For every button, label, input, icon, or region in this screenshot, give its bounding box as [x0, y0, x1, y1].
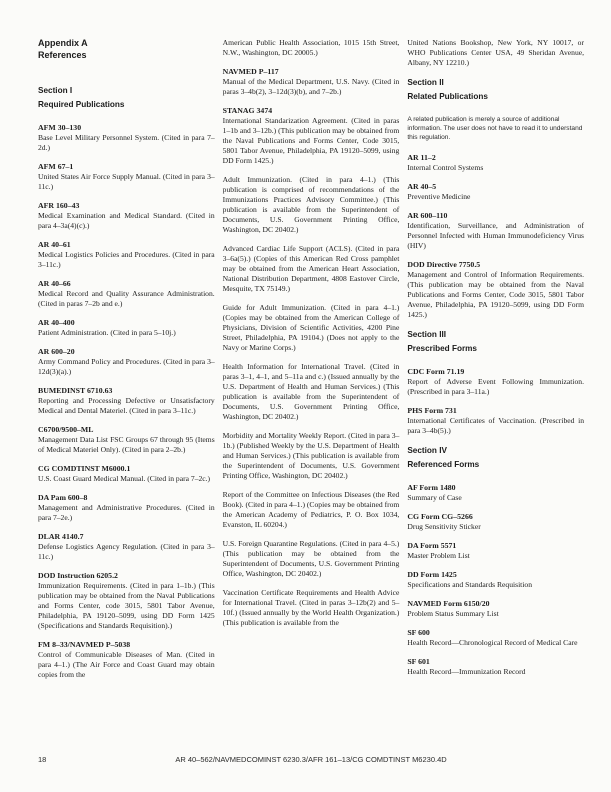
section-block [407, 329, 584, 354]
entry-heading: DD Form 1425 [407, 570, 457, 579]
entry-heading: AFM 67–1 [38, 162, 74, 171]
entry-heading: AR 40–66 [38, 279, 71, 288]
reference-entry [407, 599, 584, 619]
entry-body: U.S. Coast Guard Medical Manual. (Cited in para 7–2c.) [38, 474, 211, 483]
heading-line: Referenced Forms [407, 460, 480, 469]
note-block [407, 115, 584, 142]
column-left [38, 38, 215, 689]
entry-heading: DLAR 4140.7 [38, 532, 84, 541]
entry-body: Vaccination Certificate Requirements and Health Advice for International Travel. (Cited in paras 3–12b(2) and 5–10f.) (Issued annually by the World Health Organization.) (This publication is available from the [222, 588, 400, 627]
entry-body: Health Record—Immunization Record [407, 667, 526, 676]
entry-body: Report of the Committee on Infectious Diseases (the Red Book). (Cited in para 4–1.) (Copies may be obtained from the American Academy of Pediatrics, P. O. Box 1034, Evanston, IL 60204.) [222, 490, 400, 529]
entry-body: Medical Logistics Policies and Procedures. (Cited in para 3–11c.) [38, 250, 215, 269]
section-block [407, 77, 584, 102]
entry-heading: AF Form 1480 [407, 483, 456, 492]
entry-body: U.S. Foreign Quarantine Regulations. (Cited in para 4–5.) (This publication may be obtained from the Superintendent of Documents, U.S. Government Printing Office, Washington, DC 20402.) [222, 539, 400, 578]
entry-heading: SF 600 [407, 628, 430, 637]
entry-body: Adult Immunization. (Cited in para 4–1.) (This publication is comprised of recommendations of the Immunizations Practices Advisory Committee.) (This publication is available from the Superintendent of Documents, U.S. Government Printing Office, Washington, DC 20402.) [222, 175, 400, 234]
entry-body: Medical Record and Quality Assurance Administration. (Cited in paras 7–2b and e.) [38, 289, 215, 308]
reference-entry [407, 570, 584, 590]
heading-line: Section III [407, 330, 447, 339]
reference-entry [407, 367, 584, 397]
body-block [223, 362, 400, 422]
entry-body: Management and Control of Information Requirements. (This publication may be obtained from the Naval Publications and Forms Center, Code 3015, 5801 Tabor Avenue, Philadelphia, PA 19120–5099, using DD Form 1425.) [407, 270, 585, 319]
entry-body: A related publication is merely a source of additional information. The user does not have to read it to understand this regulation. [407, 116, 583, 141]
entry-heading: FM 8–33/NAVMED P–5038 [38, 640, 131, 649]
entry-heading: AR 40–61 [38, 240, 71, 249]
entry-body: Drug Sensitivity Sticker [407, 522, 481, 531]
entry-body: Medical Examination and Medical Standard. (Cited in para 4–3a(4)(c).) [38, 211, 215, 230]
reference-entry [407, 211, 584, 251]
entry-body: Health Record—Chronological Record of Medical Care [407, 638, 578, 647]
entry-heading: BUMEDINST 6710.63 [38, 386, 113, 395]
reference-entry [38, 240, 215, 270]
entry-body: Reporting and Processing Defective or Unsatisfactory Medical and Dental Materiel. (Cited in para 3–11c.) [38, 396, 215, 415]
entry-heading: AR 11–2 [407, 153, 436, 162]
reference-entry [38, 201, 215, 231]
entry-body: Specifications and Standards Requisition [407, 580, 532, 589]
entry-body: Base Level Military Personnel System. (Cited in para 7–2d.) [38, 133, 215, 152]
entry-body: Control of Communicable Diseases of Man. (Cited in para 4–1.) (The Air Force and Coast Guard may obtain copies from the [38, 650, 215, 679]
entry-body: United States Air Force Supply Manual. (Cited in para 3–11c.) [38, 172, 215, 191]
reference-entry [38, 279, 215, 309]
entry-heading: STANAG 3474 [222, 106, 273, 115]
column-middle [223, 38, 400, 689]
body-block [223, 303, 400, 353]
body-block [223, 431, 400, 481]
entry-heading: CG Form CG–5266 [407, 512, 473, 521]
heading-line: References [38, 49, 87, 60]
section-block [407, 445, 584, 470]
reference-entry [38, 123, 215, 153]
entry-heading: CDC Form 71.19 [407, 367, 465, 376]
heading-line: Section IV [407, 446, 447, 455]
entry-body: Identification, Surveillance, and Administration of Personnel Infected with Human Immunodeficiency Virus (HIV) [407, 221, 585, 250]
reference-entry [407, 541, 584, 561]
entry-body: Army Command Policy and Procedures. (Cited in para 3–12d(3)(a).) [38, 357, 215, 376]
title-block [38, 38, 215, 61]
entry-heading: CG COMDTINST M6000.1 [38, 464, 131, 473]
entry-heading: AR 40–5 [407, 182, 437, 191]
reference-entry [407, 628, 584, 648]
reference-entry [38, 318, 215, 338]
entry-body: Defense Logistics Agency Regulation. (Cited in para 3–11c.) [38, 542, 215, 561]
body-block [223, 490, 400, 530]
reference-entry [223, 67, 400, 97]
entry-heading: PHS Form 731 [407, 406, 457, 415]
page-number: 18 [38, 755, 47, 764]
reference-entry [407, 182, 584, 202]
heading-line: Required Publications [38, 100, 125, 109]
body-block [223, 244, 400, 294]
entry-body: Morbidity and Mortality Weekly Report. (Cited in para 3–1b.) (Published Weekly by the U.S. Department of Health and Human Services.) (This publication is available from the Superintendent of Documents, U.S. Government Printing Office, Washington, DC 20402.) [222, 431, 400, 480]
references-columns [38, 38, 584, 689]
heading-line: Section I [38, 86, 73, 95]
entry-body: Problem Status Summary List [407, 609, 499, 618]
entry-heading: DOD Instruction 6205.2 [38, 571, 118, 580]
entry-body: Master Problem List [407, 551, 470, 560]
entry-heading: NAVMED P–117 [222, 67, 279, 76]
section-block [38, 85, 215, 110]
entry-body: Management and Administrative Procedures. (Cited in para 7–2e.) [38, 503, 215, 522]
reference-entry [407, 406, 584, 436]
reference-entry [223, 106, 400, 166]
reference-entry [38, 386, 215, 416]
entry-body: Internal Control Systems [407, 163, 484, 172]
reference-entry [407, 657, 584, 677]
entry-body: Immunization Requirements. (Cited in para 1–1b.) (This publication may be obtained from the Naval Publications and Forms Center, code 3015, 5801 Tabor Avenue, Philadelphia, PA 19120–5099, using DD Form 1425 (Specifications and Standards Requisition).) [38, 581, 215, 630]
entry-body: Manual of the Medical Department, U.S. Navy. (Cited in paras 3–4b(2), 3–12d(3)(b), and 7–2b.) [222, 77, 400, 96]
heading-line: Prescribed Forms [407, 344, 477, 353]
entry-heading: AFM 30–130 [38, 123, 82, 132]
body-block [223, 588, 400, 628]
entry-body: Patient Administration. (Cited in para 5–10j.) [38, 328, 176, 337]
entry-heading: DA Pam 600–8 [38, 493, 88, 502]
reference-entry [407, 483, 584, 503]
reference-entry [38, 532, 215, 562]
entry-body: Report of Adverse Event Following Immunization. (Prescribed in para 3–11a.) [407, 377, 585, 396]
heading-line: Related Publications [407, 92, 488, 101]
body-block [223, 38, 400, 58]
entry-heading: NAVMED Form 6150/20 [407, 599, 490, 608]
entry-heading: AR 40–400 [38, 318, 75, 327]
entry-body: Guide for Adult Immunization. (Cited in para 4–1.) (Copies may be obtained from the American College of Physicians, Division of Scientific Activities, 4200 Pine Street, Philadelphia, PA 19104.) (Does not apply to the Navy or Marine Corps.) [222, 303, 400, 352]
reference-entry [38, 640, 215, 680]
reference-entry [407, 153, 584, 173]
entry-body: Health Information for International Travel. (Cited in paras 3–1, 4–1, and 5–11a and c.) (Issued annually by the U.S. Department of Health and Human Services.) (This publication is available from the Superintendent of Documents, U.S. Government Printing Office, Washington, DC 20402.) [222, 362, 400, 421]
reference-entry [38, 425, 215, 455]
entry-heading: AR 600–20 [38, 347, 75, 356]
body-block [407, 38, 584, 68]
column-right [407, 38, 584, 689]
heading-line: Appendix A [38, 38, 88, 48]
reference-entry [38, 162, 215, 192]
body-block [223, 175, 400, 235]
entry-heading: DA Form 5571 [407, 541, 457, 550]
reference-entry [407, 260, 584, 320]
entry-body: International Standarization Agreement. (Cited in paras 1–1b and 3–12b.) (This publication may be obtained from the Naval Publications and Forms Center, Code 3015, 5801 Tabor Avenue, Philadelphia, PA 19120–5099, using DD Form 1425.) [222, 116, 400, 165]
entry-heading: C6700/9500–ML [38, 425, 94, 434]
entry-body: Management Data List FSC Groups 67 through 95 (Items of Medical Materiel Only). (Cited in para 2–2b.) [38, 435, 215, 454]
entry-heading: SF 601 [407, 657, 430, 666]
heading-line: Section II [407, 78, 444, 87]
entry-body: American Public Health Association, 1015 15th Street, N.W., Washington, DC 20005.) [222, 38, 400, 57]
footer-doc-reference: AR 40–562/NAVMEDCOMINST 6230.3/AFR 161–13/CG COMDTINST M6230.4D [175, 755, 447, 764]
body-block [223, 539, 400, 579]
entry-body: Advanced Cardiac Life Support (ACLS). (Cited in para 3–6a(5).) (Copies of this American Red Cross pamphlet may be obtained from the American Heart Association, National Distribution Department, 4808 Eastover Circle, Mesquite, TX 75149.) [222, 244, 400, 293]
reference-entry [38, 571, 215, 631]
entry-heading: DOD Directive 7750.5 [407, 260, 481, 269]
entry-body: United Nations Bookshop, New York, NY 10017, or WHO Publications Center USA, 49 Sheridan Avenue, Albany, NY 12210.) [407, 38, 585, 67]
reference-entry [407, 512, 584, 532]
reference-entry [38, 464, 215, 484]
entry-heading: AR 600–110 [407, 211, 448, 220]
entry-body: Summary of Case [407, 493, 462, 502]
entry-body: International Certificates of Vaccination. (Prescribed in para 3–4b(5).) [407, 416, 585, 435]
entry-heading: AFR 160–43 [38, 201, 80, 210]
entry-body: Preventive Medicine [407, 192, 471, 201]
reference-entry [38, 347, 215, 377]
reference-entry [38, 493, 215, 523]
